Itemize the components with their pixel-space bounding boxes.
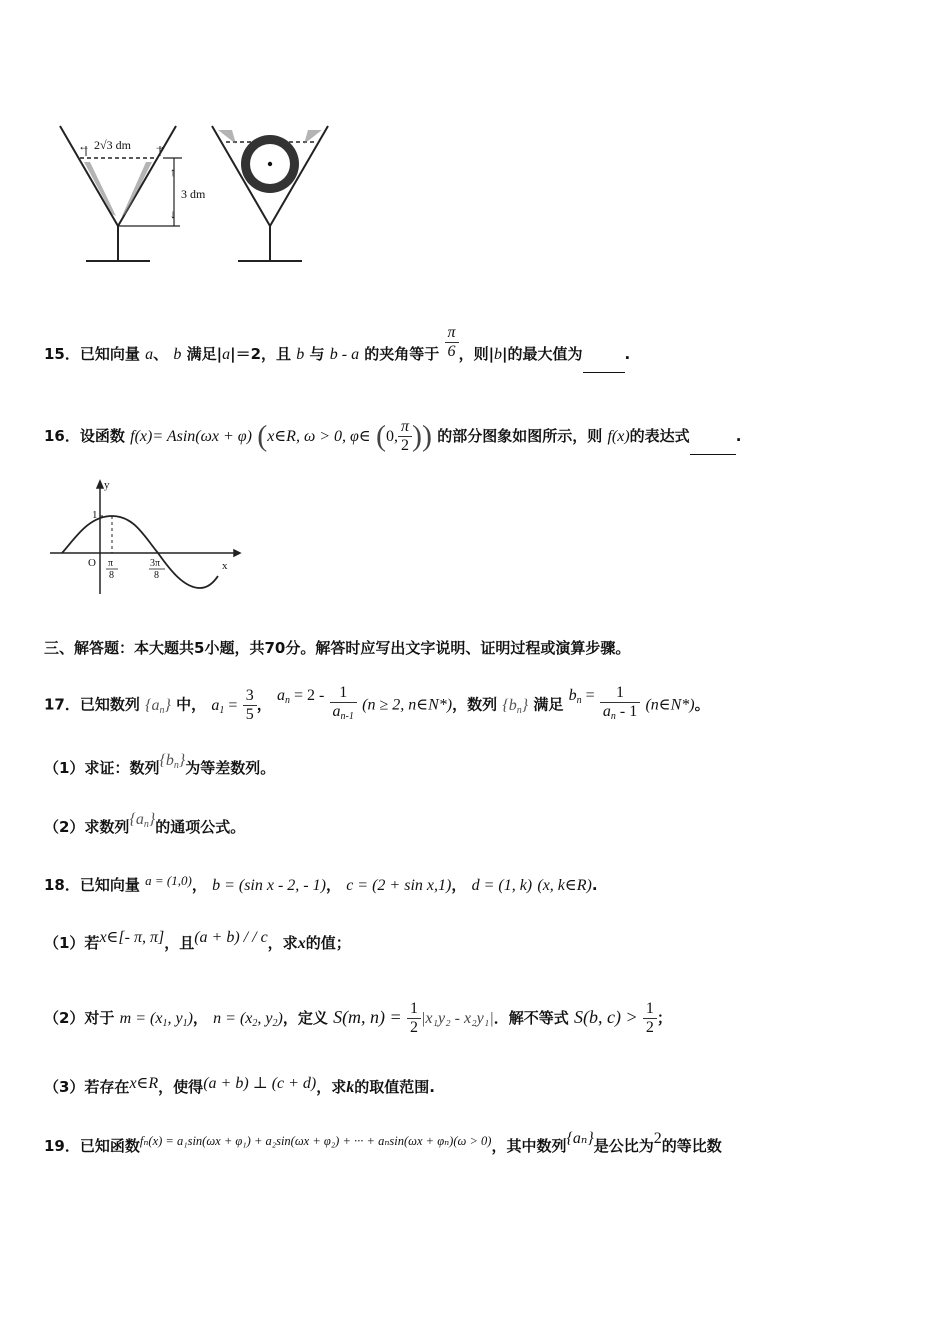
q17-seq-a: $\{a_n\}$: [129, 811, 156, 830]
q18-sep: ，: [325, 876, 341, 894]
graph-origin: O: [88, 557, 96, 569]
q16-paren: (: [257, 419, 268, 453]
q18-p3-text: 的取值范围.: [354, 1078, 435, 1096]
q16-text: 的部分图象如图所示，则: [437, 427, 603, 445]
q16-condition: x∈R, ω > 0, φ∈: [267, 428, 371, 445]
q16-interval: 0,: [385, 428, 398, 445]
q18-part-2: [44, 1000, 672, 1037]
q16-paren: ): [421, 419, 432, 453]
q18-p2-end: ；: [656, 1009, 672, 1027]
q19-text: ，其中数列: [491, 1137, 567, 1155]
q15-vector-b: b: [296, 346, 305, 363]
q19-text: 已知函数: [79, 1137, 140, 1155]
q18-p2-m: $m = (x_1$, $y_1$): [119, 1010, 193, 1029]
q19-seq-a: {aₙ}: [566, 1130, 594, 1147]
q17-frac-3-5: $\frac{3}{5}$: [243, 687, 257, 724]
q15-text: 与: [309, 345, 325, 363]
q15-vector-a: a: [145, 346, 154, 363]
q18-p1-parallel: (a + b) / / c: [194, 929, 268, 946]
q18-vector-a: a = (1,0): [145, 873, 192, 888]
q15-vector-b: b: [173, 346, 182, 363]
q16-fx: f(x): [130, 428, 153, 445]
q17-text: 中，: [176, 695, 207, 714]
q15-b-minus-a: b - a: [329, 346, 360, 363]
q18-vector-b: b = (sin x - 2, - 1): [212, 877, 326, 894]
q19-expression: fₙ(x) = a₁sin(ωx + φ₁) + a₂sin(ωx + φ₂) + ··· + aₙsin(ωx + φₙ)(ω > 0): [139, 1134, 492, 1148]
q16-text: 设函数: [79, 427, 125, 445]
graph-x-label: x: [222, 560, 228, 572]
q17-text: 满足: [533, 695, 564, 714]
q18-p3-perp: (a + b) ⊥ (c + d): [203, 1075, 317, 1092]
q19-text: 的等比数: [661, 1137, 722, 1155]
q18-p2-abs: |x₁y₂ - x₂y₁|: [420, 1010, 494, 1027]
q18-part-1: [44, 929, 351, 955]
q17-p2-end: 的通项公式。: [155, 818, 246, 836]
q17-bn: $b_n$ =: [568, 686, 595, 706]
question-15: [44, 324, 631, 373]
q18-sep: ，: [192, 1009, 208, 1027]
q15-angle-fraction: $\frac{\pi}{6}$: [445, 324, 459, 361]
q15-text: |的最大值为: [502, 345, 583, 363]
q18-p2-text: （2）对于: [44, 1009, 115, 1027]
q18-number: 18．: [44, 876, 80, 894]
q16-fraction: $\frac{\pi}{2}$: [398, 418, 412, 455]
question-19: [44, 1130, 722, 1158]
q17-an-recurrence: $a_n = 2$ -: [276, 686, 325, 706]
q16-end: .: [735, 427, 742, 445]
q18-p3-text: ，求: [316, 1078, 347, 1096]
q18-p2-text: ，定义: [282, 1009, 328, 1027]
q18-end: .: [591, 876, 598, 894]
graph-y-label: y: [104, 479, 110, 491]
cup-right-arrow: →: [154, 139, 166, 153]
q17-condition: (n ≥ 2, n∈N*): [362, 696, 453, 714]
q15-text: 已知向量: [79, 345, 140, 363]
cup-width-label: 2√3 dm: [94, 138, 131, 152]
q18-p2-inequality: S(b, c) >: [573, 1007, 638, 1027]
q15-text: |＝2，且: [230, 345, 292, 363]
q18-p1-text: （1）若: [44, 934, 100, 952]
question-18: [44, 874, 598, 897]
answer-blank: [583, 358, 625, 373]
q15-sep: 、: [153, 345, 169, 363]
section-3-title: 三、解答题：本大题共5小题，共70分。解答时应写出文字说明、证明过程或演算步骤。: [44, 639, 631, 657]
q17-text: ，数列: [452, 695, 498, 714]
q17-text: 已知数列: [79, 695, 140, 714]
q17-frac-recur: $\frac{1}{a_{n-1}}$: [330, 684, 357, 726]
q18-vector-c: c = (2 + sin x,1): [346, 877, 452, 894]
q16-expression: = Asin(ωx + φ): [152, 428, 252, 445]
q18-p3-k: k: [346, 1079, 355, 1096]
question-16: [44, 418, 741, 455]
q16-paren: (: [375, 419, 386, 453]
q15-end: .: [624, 345, 631, 363]
graph-tick-3pi8-num: 3π: [150, 558, 161, 569]
q17-frac-bn: $\frac{1}{a_n - 1}$: [600, 684, 640, 726]
q15-number: 15．: [44, 345, 80, 363]
graph-tick-pi8-den: 8: [109, 570, 114, 581]
graph-one: 1: [92, 509, 98, 521]
q16-paren: ): [411, 419, 422, 453]
q18-p2-n: $n = (x_2$, $y_2$): [213, 1010, 283, 1029]
q15-text: ，则|: [458, 345, 495, 363]
q17-condition: (n∈N*): [645, 696, 695, 714]
q19-text: 是公比为: [593, 1137, 654, 1155]
q18-p2-S-def: S(m, n) =: [333, 1007, 402, 1027]
q15-vector-a: a: [222, 346, 231, 363]
q18-p3-text: ，使得: [158, 1078, 204, 1096]
graph-tick-pi8-num: π: [108, 558, 114, 569]
cup-height-arrow-down: ↓: [170, 207, 176, 221]
question-17: [44, 684, 710, 726]
q18-sep: ，: [191, 876, 207, 894]
q18-p3-xR: x∈R: [129, 1075, 159, 1092]
q18-sep: ，: [451, 876, 467, 894]
q18-p1-text: ，且: [164, 934, 195, 952]
q18-p3-text: （3）若存在: [44, 1078, 130, 1096]
q17-end: 。: [694, 695, 710, 714]
q18-p1-interval: x∈[- π, π]: [99, 929, 165, 946]
q18-part-3: [44, 1076, 435, 1099]
q18-p2-half: $\frac{1}{2}$: [643, 1000, 657, 1037]
q18-p2-text: ．解不等式: [493, 1009, 569, 1027]
q16-text: 的表达式: [629, 427, 690, 445]
q18-p1-text: 的值；: [305, 934, 351, 952]
q17-number: 17．: [44, 695, 80, 714]
q18-vector-d: d = (1, k): [471, 877, 533, 894]
cups-figure: [50, 118, 350, 268]
graph-tick-3pi8-den: 8: [154, 570, 159, 581]
q17-p1-text: （1）求证：数列: [44, 759, 160, 777]
q17-part-2: [44, 811, 246, 844]
q17-seq-b: $\{b_n\}$: [502, 696, 529, 716]
q17-p2-text: （2）求数列: [44, 818, 130, 836]
cup-height-label: 3 dm: [181, 187, 206, 201]
q15-text: 满足|: [186, 345, 223, 363]
q16-fx: f(x): [607, 428, 630, 445]
q17-a1: $a_1$ =: [211, 696, 238, 716]
q18-text: 已知向量: [79, 876, 140, 894]
q18-p1-text: ，求: [267, 934, 298, 952]
q15-vector-b: b: [494, 346, 503, 363]
q17-part-1: [44, 752, 276, 785]
cup-height-arrow-up: ↑: [170, 165, 176, 179]
q17-seq-b: $\{b_n\}$: [159, 752, 186, 771]
q19-ratio: 2: [653, 1130, 662, 1147]
answer-blank: [690, 440, 736, 455]
q18-p2-half: $\frac{1}{2}$: [407, 1000, 421, 1037]
q17-p1-end: 为等差数列。: [185, 759, 276, 777]
q17-seq-a: $\{a_n\}$: [145, 696, 171, 716]
sine-graph: [44, 476, 244, 600]
q16-number: 16．: [44, 427, 80, 445]
q19-number: 19．: [44, 1137, 80, 1155]
q18-condition: (x, k∈R): [537, 877, 592, 894]
q18-p1-x: x: [297, 935, 306, 952]
q17-comma: ，: [256, 695, 272, 714]
cup-left-arrow: ←: [78, 139, 90, 153]
q15-text: 的夹角等于: [364, 345, 440, 363]
